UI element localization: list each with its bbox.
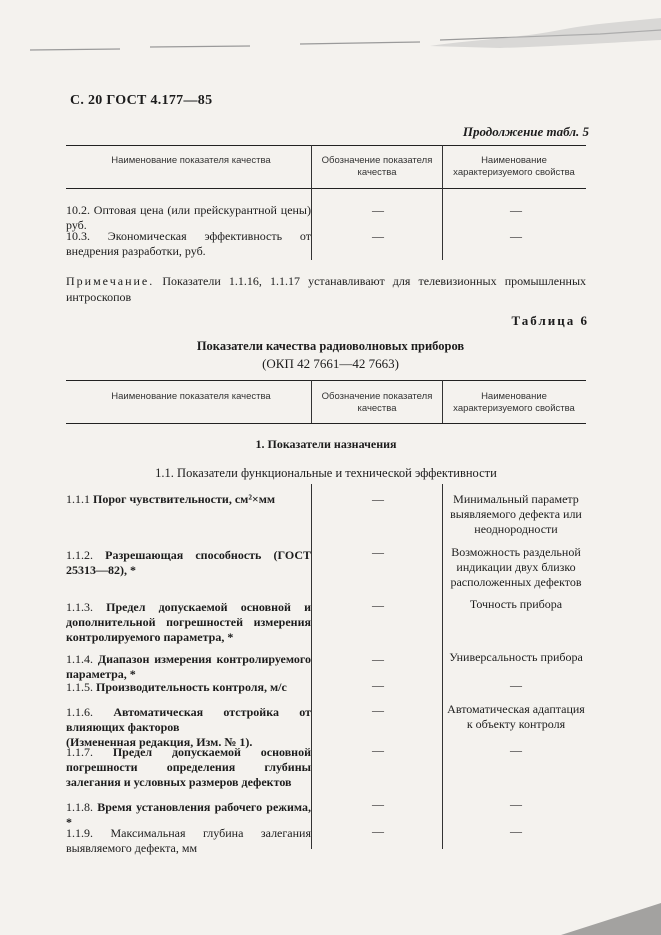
table6-col-property: Наименование характеризуемого свойства bbox=[453, 391, 575, 414]
row-num: 1.1.4. bbox=[66, 652, 93, 666]
row-name: Предел допускаемой основной и дополнительной погрешностей измерения контролируемого параметра, * bbox=[66, 600, 311, 644]
row-name: Максимальная глубина залегания выявляемого дефекта, мм bbox=[66, 826, 311, 855]
table6-row-1-1-2-symbol: — bbox=[372, 545, 384, 559]
table6-row-1-1-4-property: Универсальность прибора bbox=[449, 650, 583, 664]
table6-title: Показатели качества радиоволновых приборов bbox=[196, 339, 465, 353]
table6-body-divider-1 bbox=[311, 484, 312, 849]
table6-row-1-1-9-symbol: — bbox=[372, 824, 384, 838]
table5-col-symbol: Обозначение показателя качества bbox=[321, 155, 433, 178]
table5-note bbox=[66, 273, 586, 305]
table6-row-1-1-7-symbol: — bbox=[372, 743, 384, 757]
row-name: Разрешающая способность (ГОСТ 25313—82), * bbox=[66, 548, 312, 577]
table6-row-1-1-9 bbox=[66, 826, 311, 856]
table6-row-1-1-9-property: — bbox=[510, 824, 522, 838]
table5-row-10-3-symbol: — bbox=[372, 229, 384, 243]
row-name: Предел допускаемой основной погрешности определения глубины залегания и условных размеров дефектов bbox=[66, 745, 312, 789]
row-num: 1.1.2. bbox=[66, 548, 93, 562]
row-num: 1.1.5. bbox=[66, 680, 93, 694]
table6-row-1-1-4-symbol: — bbox=[372, 652, 384, 666]
table6-row-1-1-8-property: — bbox=[510, 797, 522, 811]
page-header: С. 20 ГОСТ 4.177—85 bbox=[70, 93, 213, 108]
table6-row-1-1-6-symbol: — bbox=[372, 703, 384, 717]
table5-row-10-2-symbol: — bbox=[372, 203, 384, 217]
table6-row-1-1-3 bbox=[66, 600, 311, 645]
table6-row-1-1-7-property: — bbox=[510, 743, 522, 757]
table6-row-1-1-2-property: Возможность раздельной индикации двух близко расположенных дефектов bbox=[450, 545, 582, 589]
table5-header-border bbox=[66, 188, 586, 189]
table6-row-1-1-5-symbol: — bbox=[372, 678, 384, 692]
row-num: 1.1.6. bbox=[66, 705, 93, 719]
table6-row-1-1-1-property: Минимальный параметр выявляемого дефекта или неоднородности bbox=[450, 492, 582, 536]
note-label: Примечание. bbox=[66, 274, 155, 288]
table6-row-1-1-8-symbol: — bbox=[372, 797, 384, 811]
table6-row-1-1-3-property: Точность прибора bbox=[469, 597, 563, 611]
table6-head-divider-2 bbox=[442, 380, 443, 423]
table5-col-divider-1 bbox=[311, 145, 312, 260]
table5-col-divider-2 bbox=[442, 145, 443, 260]
table6-top-border bbox=[66, 380, 586, 381]
table6-row-1-1-5 bbox=[66, 680, 311, 695]
row-num: 1.1.8. bbox=[66, 800, 93, 814]
table6-subsection: 1.1. Показатели функциональные и технической эффективности bbox=[155, 466, 497, 480]
row-name: Время установления рабочего режима, * bbox=[66, 800, 312, 829]
table6-head-divider-1 bbox=[311, 380, 312, 423]
table6-col-name: Наименование показателя качества bbox=[111, 391, 271, 402]
table5-top-border bbox=[66, 145, 586, 146]
row-num: 1.1.9. bbox=[66, 826, 93, 840]
table5-row-10-3-property: — bbox=[510, 229, 522, 243]
row-name: Диапазон измерения контролируемого параметра, * bbox=[66, 652, 312, 681]
table6-row-1-1-4 bbox=[66, 652, 311, 682]
row-num: 1.1.7. bbox=[66, 745, 93, 759]
table-continuation-label: Продолжение табл. 5 bbox=[462, 124, 589, 139]
table6-row-1-1-5-property: — bbox=[510, 678, 522, 692]
table6-row-1-1-7 bbox=[66, 745, 311, 790]
table6-row-1-1-6-property: Автоматическая адаптация к объекту контроля bbox=[447, 702, 585, 731]
table6-row-1-1-3-symbol: — bbox=[372, 598, 384, 612]
table5-col-name: Наименование показателя качества bbox=[111, 155, 271, 166]
table6-row-1-1-2 bbox=[66, 548, 311, 578]
table6-header-border bbox=[66, 423, 586, 424]
row-num: 1.1.3. bbox=[66, 600, 93, 614]
scan-corner-shadow bbox=[561, 895, 661, 935]
table6-row-1-1-6 bbox=[66, 705, 311, 750]
row-amendment: (Измененная редакция, Изм. № 1). bbox=[66, 735, 253, 749]
table5-col-property: Наименование характеризуемого свойства bbox=[453, 155, 575, 178]
table6-col-symbol: Обозначение показателя качества bbox=[321, 391, 433, 414]
row-num: 1.1.1 bbox=[66, 492, 90, 506]
table6-subtitle: (ОКП 42 7661—42 7663) bbox=[262, 356, 399, 371]
row-name: Автоматическая отстройка от влияющих факторов bbox=[66, 705, 312, 734]
note-text: Показатели 1.1.16, 1.1.17 устанавливают для телевизионных промышленных интроскопов bbox=[66, 274, 587, 304]
row-name: Порог чувствительности, см²×мм bbox=[93, 492, 276, 506]
table6-section: 1. Показатели назначения bbox=[255, 437, 397, 451]
table5-row-10-3: 10.3. Экономическая эффективность от внедрения разработки, руб. bbox=[66, 229, 311, 258]
scan-noise bbox=[0, 0, 661, 60]
table6-row-1-1-1 bbox=[66, 492, 311, 507]
row-name: Производительность контроля, м/с bbox=[96, 680, 287, 694]
table5-row-10-2: 10.2. Оптовая цена (или прейскурантной цены) руб. bbox=[66, 203, 311, 232]
table6-label: Таблица 6 bbox=[511, 313, 589, 328]
table6-row-1-1-1-symbol: — bbox=[372, 492, 384, 506]
table6-body-divider-2 bbox=[442, 484, 443, 849]
table5-row-10-2-property: — bbox=[510, 203, 522, 217]
